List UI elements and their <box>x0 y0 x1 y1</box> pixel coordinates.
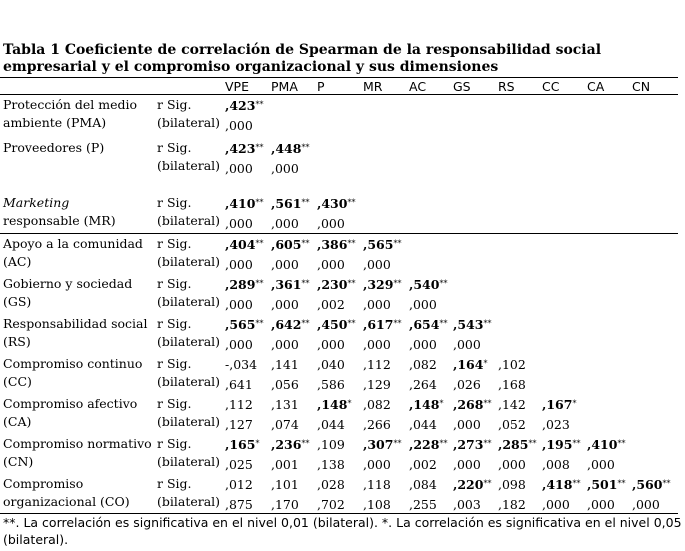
column-header-vpe: VPE <box>225 79 249 94</box>
correlation-value: ,112 <box>363 357 391 372</box>
significance-marker: ** <box>528 439 537 448</box>
correlation-value: ,165* <box>225 437 260 452</box>
column-header-p: P <box>317 79 325 94</box>
correlation-value: ,082 <box>409 357 437 372</box>
sig-value: ,000 <box>317 337 345 352</box>
sig-value: ,000 <box>271 161 299 176</box>
row-stat-label: r Sig. (bilateral) <box>157 140 221 173</box>
significance-marker: * <box>255 439 260 448</box>
significance-marker: ** <box>255 239 264 248</box>
column-header-ac: AC <box>409 79 427 94</box>
correlation-value: ,195** <box>542 437 581 452</box>
correlation-value: ,543** <box>453 317 492 332</box>
significance-marker: * <box>347 399 352 408</box>
row-label: Compromiso organizacional (CO) <box>3 476 130 509</box>
correlation-value: ,141 <box>271 357 299 372</box>
correlation-value: ,617** <box>363 317 402 332</box>
correlation-value: ,112 <box>225 397 253 412</box>
row-label: Protección del medio ambiente (PMA) <box>3 97 138 130</box>
sig-value: ,586 <box>317 377 345 392</box>
correlation-value: ,148* <box>409 397 444 412</box>
correlation-value: ,430** <box>317 196 356 211</box>
sig-value: ,000 <box>542 497 570 512</box>
correlation-value: ,028 <box>317 477 345 492</box>
correlation-value: ,565** <box>363 237 402 252</box>
row-stat-label: r Sig. (bilateral) <box>157 396 221 429</box>
header-top-rule <box>0 77 678 78</box>
sig-value: ,026 <box>453 377 481 392</box>
correlation-value: ,501** <box>587 477 626 492</box>
correlation-value: ,386** <box>317 237 356 252</box>
significance-marker: * <box>483 359 488 368</box>
sig-value: ,002 <box>409 457 437 472</box>
column-header-pma: PMA <box>271 79 298 94</box>
sig-value: ,266 <box>363 417 391 432</box>
sig-value: ,000 <box>363 297 391 312</box>
sig-value: ,000 <box>453 337 481 352</box>
sig-value: ,000 <box>453 457 481 472</box>
sig-value: ,000 <box>225 257 253 272</box>
sig-value: ,002 <box>317 297 345 312</box>
significance-marker: ** <box>347 198 356 207</box>
significance-marker: ** <box>301 239 310 248</box>
correlation-value: ,642** <box>271 317 310 332</box>
sig-value: ,127 <box>225 417 253 432</box>
sig-value: ,023 <box>542 417 570 432</box>
sig-value: ,001 <box>271 457 299 472</box>
correlation-value: ,450** <box>317 317 356 332</box>
correlation-value: ,118 <box>363 477 391 492</box>
significance-marker: ** <box>255 198 264 207</box>
correlation-value: ,423** <box>225 98 264 113</box>
sig-value: ,000 <box>271 257 299 272</box>
correlation-value: ,236** <box>271 437 310 452</box>
sig-value: ,000 <box>363 257 391 272</box>
sig-value: ,000 <box>453 417 481 432</box>
sig-value: ,000 <box>317 216 345 231</box>
correlation-value: ,268** <box>453 397 492 412</box>
row-label: Compromiso normativo (CN) <box>3 436 152 469</box>
correlation-value: ,418** <box>542 477 581 492</box>
significance-marker: ** <box>439 319 448 328</box>
column-header-mr: MR <box>363 79 383 94</box>
significance-marker: ** <box>301 439 310 448</box>
correlation-value: ,361** <box>271 277 310 292</box>
significance-marker: ** <box>572 479 581 488</box>
significance-marker: ** <box>347 319 356 328</box>
sig-value: ,000 <box>498 457 526 472</box>
correlation-value: ,131 <box>271 397 299 412</box>
correlation-value: ,164* <box>453 357 488 372</box>
sig-value: ,008 <box>542 457 570 472</box>
column-header-ca: CA <box>587 79 605 94</box>
sig-value: ,108 <box>363 497 391 512</box>
row-label: Gobierno y sociedad (GS) <box>3 276 133 309</box>
column-header-cn: CN <box>632 79 651 94</box>
correlation-value: ,082 <box>363 397 391 412</box>
correlation-value: ,410** <box>225 196 264 211</box>
sig-value: ,875 <box>225 497 253 512</box>
significance-marker: ** <box>347 279 356 288</box>
table-footnote: **. La correlación es significativa en el nivel 0,01 (bilateral). *. La correlación es significativa en el nivel 0,05 (bilateral). <box>3 515 682 547</box>
significance-marker: ** <box>255 279 264 288</box>
significance-marker: ** <box>301 143 310 152</box>
row-stat-label: r Sig. (bilateral) <box>157 316 221 349</box>
row-label: Marketing responsable (MR) <box>3 195 116 228</box>
sig-value: ,056 <box>271 377 299 392</box>
row-label: Proveedores (P) <box>3 140 105 155</box>
sig-value: ,003 <box>453 497 481 512</box>
correlation-value: ,560** <box>632 477 671 492</box>
correlation-value: ,410** <box>587 437 626 452</box>
significance-marker: ** <box>301 198 310 207</box>
section-divider-rule <box>0 233 678 234</box>
table-title: Tabla 1 Coeficiente de correlación de Spearman de la responsabilidad social empresarial y el compromiso organizacional y sus dimensiones <box>3 42 602 75</box>
significance-marker: ** <box>301 319 310 328</box>
sig-value: ,000 <box>587 457 615 472</box>
correlation-value: ,084 <box>409 477 437 492</box>
header-bottom-rule <box>0 94 678 95</box>
row-stat-label: r Sig. (bilateral) <box>157 236 221 269</box>
significance-marker: ** <box>617 439 626 448</box>
correlation-value: ,273** <box>453 437 492 452</box>
correlation-value: ,285** <box>498 437 537 452</box>
row-stat-label: r Sig. (bilateral) <box>157 476 221 509</box>
significance-marker: ** <box>662 479 671 488</box>
correlation-value: ,404** <box>225 237 264 252</box>
significance-marker: ** <box>393 439 402 448</box>
significance-marker: ** <box>439 279 448 288</box>
row-stat-label: r Sig. (bilateral) <box>157 356 221 389</box>
column-header-cc: CC <box>542 79 560 94</box>
sig-value: ,000 <box>363 337 391 352</box>
correlation-value: ,109 <box>317 437 345 452</box>
correlation-value: ,307** <box>363 437 402 452</box>
sig-value: ,000 <box>271 337 299 352</box>
significance-marker: ** <box>572 439 581 448</box>
sig-value: ,000 <box>363 457 391 472</box>
correlation-value: ,148* <box>317 397 352 412</box>
sig-value: ,000 <box>587 497 615 512</box>
correlation-value: ,142 <box>498 397 526 412</box>
row-stat-label: r Sig. (bilateral) <box>157 276 221 309</box>
sig-value: ,182 <box>498 497 526 512</box>
column-header-gs: GS <box>453 79 471 94</box>
row-stat-label: r Sig. (bilateral) <box>157 436 221 469</box>
sig-value: ,000 <box>225 118 253 133</box>
significance-marker: ** <box>483 479 492 488</box>
sig-value: ,000 <box>632 497 660 512</box>
sig-value: ,641 <box>225 377 253 392</box>
sig-value: ,000 <box>409 337 437 352</box>
sig-value: ,000 <box>225 216 253 231</box>
significance-marker: ** <box>617 479 626 488</box>
correlation-value: ,289** <box>225 277 264 292</box>
correlation-value: ,228** <box>409 437 448 452</box>
significance-marker: * <box>439 399 444 408</box>
correlation-value: ,102 <box>498 357 526 372</box>
correlation-value: ,654** <box>409 317 448 332</box>
significance-marker: * <box>572 399 577 408</box>
significance-marker: ** <box>347 239 356 248</box>
correlation-value: ,101 <box>271 477 299 492</box>
sig-value: ,168 <box>498 377 526 392</box>
significance-marker: ** <box>483 439 492 448</box>
correlation-value: -,034 <box>225 357 258 372</box>
row-label: Apoyo a la comunidad (AC) <box>3 236 143 269</box>
correlation-value: ,448** <box>271 141 310 156</box>
correlation-value: ,423** <box>225 141 264 156</box>
significance-marker: ** <box>483 319 492 328</box>
sig-value: ,264 <box>409 377 437 392</box>
sig-value: ,000 <box>409 297 437 312</box>
significance-marker: ** <box>439 439 448 448</box>
sig-value: ,702 <box>317 497 345 512</box>
sig-value: ,044 <box>409 417 437 432</box>
sig-value: ,044 <box>317 417 345 432</box>
significance-marker: ** <box>483 399 492 408</box>
correlation-value: ,605** <box>271 237 310 252</box>
significance-marker: ** <box>255 100 264 109</box>
sig-value: ,170 <box>271 497 299 512</box>
significance-marker: ** <box>393 319 402 328</box>
significance-marker: ** <box>393 239 402 248</box>
sig-value: ,255 <box>409 497 437 512</box>
significance-marker: ** <box>393 279 402 288</box>
sig-value: ,129 <box>363 377 391 392</box>
sig-value: ,000 <box>317 257 345 272</box>
column-header-rs: RS <box>498 79 515 94</box>
row-stat-label: r Sig. (bilateral) <box>157 97 221 130</box>
sig-value: ,052 <box>498 417 526 432</box>
significance-marker: ** <box>301 279 310 288</box>
correlation-value: ,098 <box>498 477 526 492</box>
sig-value: ,000 <box>225 297 253 312</box>
correlation-value: ,230** <box>317 277 356 292</box>
correlation-value: ,167* <box>542 397 577 412</box>
correlation-value: ,012 <box>225 477 253 492</box>
sig-value: ,000 <box>225 337 253 352</box>
sig-value: ,000 <box>271 297 299 312</box>
correlation-value: ,040 <box>317 357 345 372</box>
correlation-value: ,329** <box>363 277 402 292</box>
correlation-value: ,565** <box>225 317 264 332</box>
row-label: Responsabilidad social (RS) <box>3 316 148 349</box>
row-stat-label: r Sig. (bilateral) <box>157 195 221 228</box>
correlation-value: ,220** <box>453 477 492 492</box>
significance-marker: ** <box>255 143 264 152</box>
correlation-value: ,540** <box>409 277 448 292</box>
sig-value: ,138 <box>317 457 345 472</box>
significance-marker: ** <box>255 319 264 328</box>
correlation-value: ,561** <box>271 196 310 211</box>
sig-value: ,000 <box>271 216 299 231</box>
sig-value: ,025 <box>225 457 253 472</box>
sig-value: ,074 <box>271 417 299 432</box>
sig-value: ,000 <box>225 161 253 176</box>
row-label: Compromiso afectivo (CA) <box>3 396 138 429</box>
row-label: Compromiso continuo (CC) <box>3 356 143 389</box>
